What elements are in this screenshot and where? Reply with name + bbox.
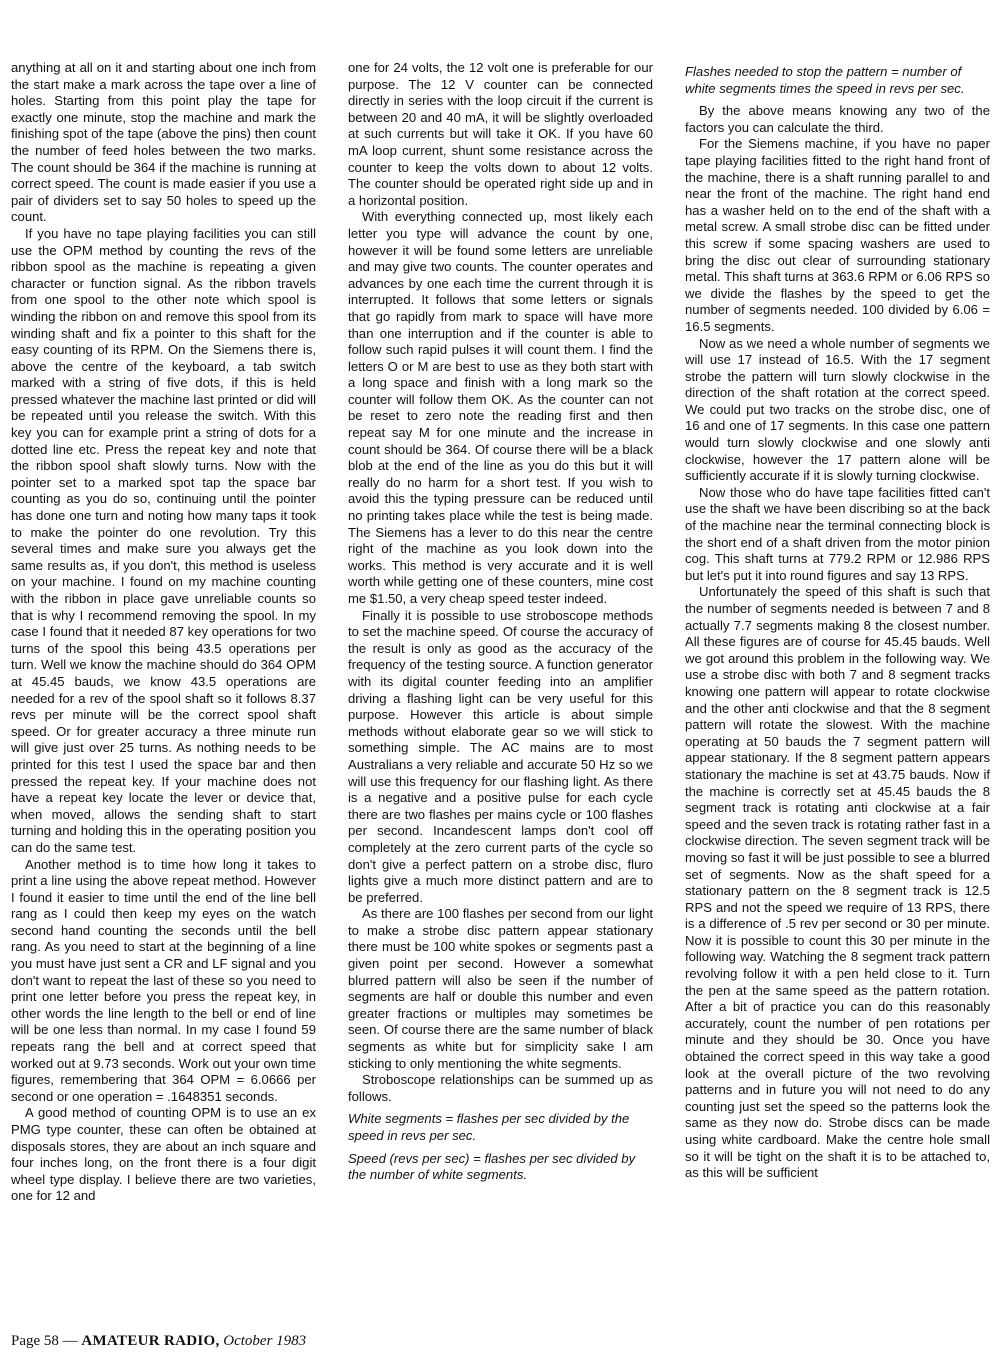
paragraph: anything at all on it and starting about one inch from the start make a mark across the tape over a line of holes. Starting from this point play the tape for exactly one minute, stop the machine and mark the finishing spot of the tape (above the pins) then count the number of feed holes between the two marks. The count should be 364 if the machine is running at correct speed. The count is made easier if you use a pair of dividers set to say 50 holes to speed up the count. [11,60,316,225]
footer-issue-date: October 1983 [223,1333,307,1349]
paragraph: A good method of counting OPM is to use an ex PMG type counter, these can often be obtained at disposals stores, they are about an inch square and four inches long, on the front there is a four digit wheel type display. I believe there are two varieties, one for 12 and [11,1105,316,1204]
paragraph: Unfortunately the speed of this shaft is such that the number of segments needed is between 7 and 8 actually 7.7 segments making 8 the closest number. All these figures are of course for 45.45 bauds. Well we got around this problem in the following way. We use a strobe disc with both 7 and 8 segment tracks knowing one pattern will appear to rotate clockwise and the other anti clockwise and that the 8 segment pattern will rotate the slowest. With the machine operating at 50 bauds the 7 segment pattern will appear stationary. If the 8 segment pattern appears stationary the machine is set at 43.75 bauds. Now if the machine is correctly set at 45.45 bauds the 8 segment track is rotating anti clockwise at a fair speed and the seven track is rotating rather fast in a clockwise direction. The seven segment track will be moving so fast it will be just possible to see a blurred set of segments. Now as the shaft speed for a stationary pattern on the 8 segment track is 12.5 RPS and not the speed we require of 13 RPS, there is a difference of .5 rev per second or 30 per minute. Now it is possible to count this 30 per minute in the following way. Watching the 8 segment track pattern revolving follow it with a pen held close to it. Turn the pen at the same speed as the pattern rotation. After a bit of practice you can do this reasonably accurately, count the number of pen rotations per minute and they should be 30. Once you have obtained the correct speed in this way take a good look at the overall picture of the two revolving patterns and in future you will not need to do any counting just set the speed so the patterns look the same as they now do. Strobe discs can be made using white cardboard. Make the centre hole small so it will be tight on the shaft it is to be attached to, as this will be sufficient [685,584,990,1181]
paragraph: Another method is to time how long it takes to print a line using the above repeat method. However I found it easier to time until the end of the line bell rang as I could then keep my eyes on the watch second hand counting the seconds until the bell rang. As you need to start at the beginning of a line you must have just sent a CR and LF signal and you don't want to repeat the last of these so you need to print one letter before you press the repeat key, in other words the line length to the bell or end of line will be one less than normal. In my case I found 59 repeats rang the bell and at correct speed that worked out at 9.73 seconds. Work out your own time figures, remembering that 364 OPM = 6.0666 per second or one operation = .1648351 seconds. [11,856,316,1104]
paragraph: Now those who do have tape facilities fitted can't use the shaft we have been discribing so at the back of the machine near the terminal connecting block is the short end of a shaft driven from the motor pinion cog. This shaft turns at 779.2 RPM or 12.986 RPS but let's put it into round figures and say 13 RPS. [685,484,990,583]
paragraph: White segments = flashes per sec divided by the speed in revs per sec. [348,1111,630,1143]
paragraph: Stroboscope relationships can be summed up as follows. [348,1072,653,1104]
paragraph: Speed (revs per sec) = flashes per sec divided by the number of white segments. [348,1150,636,1183]
text-column-middle [348,60,653,1190]
paragraph: one for 24 volts, the 12 volt one is preferable for our purpose. The 12 V counter can be connected directly in series with the loop circuit if the current is between 20 and 40 mA, it will be slightly overloaded at such currents but will take it OK. If you have 60 mA loop current, shunt some resistance across the counter to keep the volts down to about 12 volts. The counter should be operated right side up and in a horizontal position. [348,60,653,208]
page-footer [11,1333,306,1350]
paragraph: Flashes needed to stop the pattern = number of white segments times the speed in revs per sec. [685,64,965,96]
footer-page-number: Page 58 — [11,1333,78,1349]
paragraph: For the Siemens machine, if you have no paper tape playing facilities fitted to the right hand front of the machine, there is a shaft running parallel to and near the front of the machine. The right hand end has a washer held on to the end of the shaft with a metal screw. A small strobe disc can be fitted under this screw if some spacing washers are used to bring the disc out clear of surrounding stationary metal. This shaft turns at 363.6 RPM or 6.06 RPS so we divide the flashes by the speed to get the number of segments needed. 100 divided by 6.06 = 16.5 segments. [685,136,990,334]
text-column-right [685,58,990,1182]
footer-magazine-name: AMATEUR RADIO, [81,1333,220,1349]
paragraph: With everything connected up, most likely each letter you type will advance the count by one, however it will be found some letters are unreliable and may give two counts. The counter operates and advances by one each time the current through it is interrupted. It follows that some letters or signals that go rapidly from mark to space will have more than one interruption and if the counter is able to follow such rapid pulses it will count them. I find the letters O or M are best to use as they both start with a long space and finish with a long mark so the counter will follow them OK. As the counter can not be reset to zero note the reading first and then repeat say M for one minute and the increase in count should be 364. Of course there will be a black blob at the end of the line as you do this but it will really do no harm for a short test. If you wish to avoid this the typing pressure can be reduced until no printing takes place while the test is being made. The Siemens has a lever to do this near the centre right of the machine as you look down into the works. This method is very accurate and it is well worth while getting one of these counters, mine cost me $1.50, a very cheap speed tester indeed. [348,209,653,606]
text-column-left [11,60,316,1205]
paragraph: As there are 100 flashes per second from our light to make a strobe disc pattern appear stationary there must be 100 white spokes or segments past a given point per second. However a somewhat blurred pattern will also be seen if the number of segments are half or double this number and even greater fractions or multiples may sometimes be seen. Of course there are the same number of black segments as white but for simplicity sake I am sticking to only mentioning the white segments. [348,906,653,1071]
paragraph: Now as we need a whole number of segments we will use 17 instead of 16.5. With the 17 segment strobe the pattern will turn slowly clockwise in the direction of the shaft rotation at the correct speed. We could put two tracks on the strobe disc, one of 16 and one of 17 segments. In this case one pattern would turn slowly clockwise and one slowly anti clockwise, however the 17 pattern alone will be sufficiently accurate if it is slowly turning clockwise. [685,335,990,484]
paragraph: By the above means knowing any two of the factors you can calculate the third. [685,103,990,135]
paragraph: Finally it is possible to use stroboscope methods to set the machine speed. Of course the accuracy of the result is only as good as the accuracy of the frequency of the testing source. A function generator with its digital counter feeding into an amplifier driving a flashing light can be very useful for this purpose. However this article is about simple methods without elaborate gear so we will stick to something simple. The AC mains are to most Australians a very reliable and accurate 50 Hz so we will use this frequency for our flashing light. As there is a negative and a positive pulse for each cycle there are two flashes per mains cycle or 100 flashes per second. Incandescent lamps don't cool off completely at the zero current parts of the cycle so don't give a perfect pattern on a strobe disc, fluro lights give a much more distinct pattern and are to be preferred. [348,607,653,905]
paragraph: If you have no tape playing facilities you can still use the OPM method by counting the revs of the ribbon spool as the machine is repeating a given character or function signal. As the ribbon travels from one spool to the other note which spool is winding the ribbon on and remove this spool from its winding shaft and fix a pointer to this shaft for the easy counting of its RPM. On the Siemens there is, above the centre of the keyboard, a tab switch marked with a string of five dots, if this is held pressed whatever the machine last printed or did will be repeated until you release the switch. With this key you can for example print a string of dots for a dotted line etc. Press the repeat key and note that the ribbon spool shaft slowly turns. Now with the pointer set to a marked spot tap the space bar counting as you do so, continuing until the pointer has done one turn and noting how many taps it took to make the pointer do one revolution. Try this several times and make sure you always get the same results as, if you don't, this method is useless on your machine. I found on my machine counting with the ribbon in place gave unreliable counts so that is why I recommend removing the spool. In my case I found that it needed 87 key operations for two turns of the spool this being 43.5 operations per turn. Well we know the machine should do 364 OPM at 45.45 bauds, we know 43.5 operations are needed for a rev of the spool shaft so it follows 8.37 revs per minute will be the correct spool shaft speed. Or for greater accuracy a three minute run will give just over 25 turns. As nothing needs to be printed for this test I used the space bar and then pressed the repeat key. If your machine does not have a repeat key locate the lever or device that, when moved, allows the sending shaft to start turning and holding this in the operating position you can do the same test. [11,225,316,855]
